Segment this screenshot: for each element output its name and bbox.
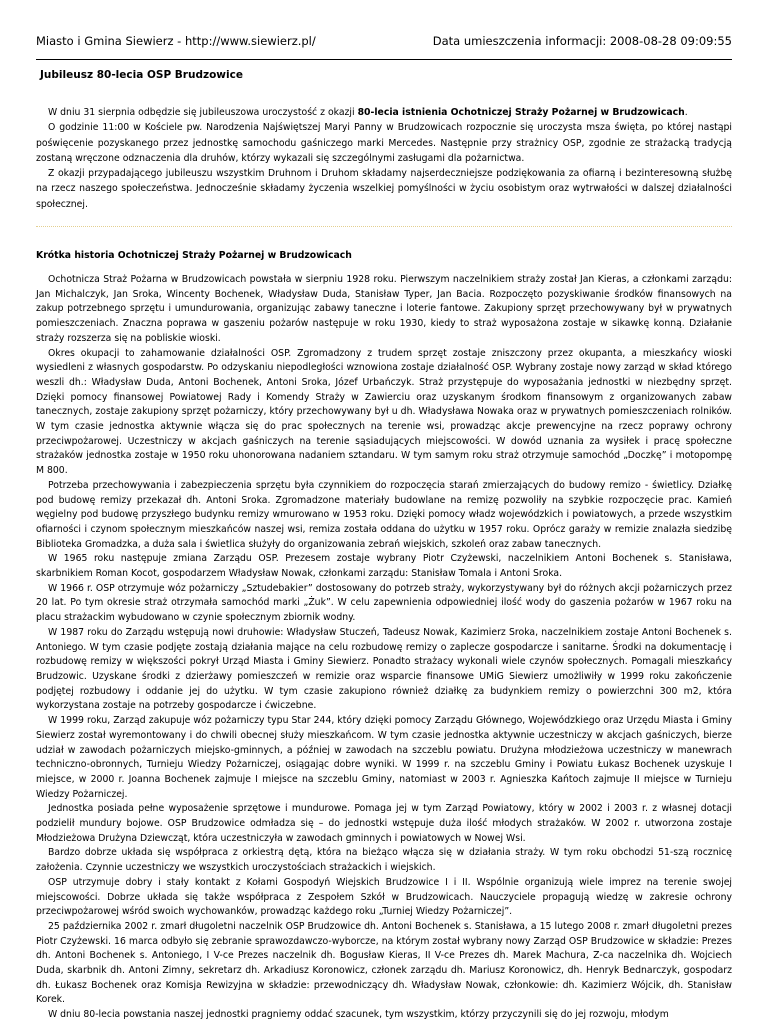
paragraph: W 1999 roku, Zarząd zakupuje wóz pożarniczy typu Star 244, który dzięki pomocy Zarządu Głównego, Wojewódzkiego oraz Urzędu Miasta i Gminy Siewierz został wyremontowany i do chwili obecnej służy mieszkańcom. W tym czasie jednostka aktywnie uczestniczy w akcjach gaśniczych, bierze udział w zawodach pożarniczych miejsko-gminnych, a później w zawodach na szczeblu powiatu. Drużyna młodzieżowa uczestniczy w manewrach techniczno-obronnych, Turnieju Wiedzy Pożarniczej, osiągając dobre wyniki. W 1999 r. na szczeblu Gminy i Powiatu Łukasz Bochenek uzyskuje I miejsce, w 2000 r. Joanna Bochenek zajmuje I miejsce na szczeblu Gminy, natomiast w 2003 r. Agnieszka Kańtoch zajmuje II miejsce w Turnieju Wiedzy Pożarniczej. xyxy=(36,715,732,800)
paragraph: Ochotnicza Straż Pożarna w Brudzowicach powstała w sierpniu 1928 roku. Pierwszym naczelnikiem straży został Jan Kieras, a członkami zarządu: Jan Michalczyk, Jan Sroka, Wincenty Bochenek, Władysław Duda, Stanisław Typer, Jan Bacia. Rozpoczęto pozyskiwanie środków finansowych na zakup potrzebnego sprzętu i umundurowania, organizując zabawy taneczne i loterie fantowe. Zakupiony sprzęt przechowywany był w prywatnych pomieszczeniach. Znaczna poprawa w gaszeniu pożarów następuje w roku 1930, kiedy to straż wyposażona zostaje w sikawkę konną. Działanie straży rozszerza się na pobliskie wioski. xyxy=(36,274,732,344)
paragraph: Jednostka posiada pełne wyposażenie sprzętowe i mundurowe. Pomaga jej w tym Zarząd Powiatowy, który w 2002 i 2003 r. z własnej dotacji podzielił mundury bojowe. OSP Brudzowice odmładza się – do jednostki wstępuje duża ilość młodych strażaków. W 2002 r. utworzona zostaje Młodzieżowa Drużyna Dziewcząt, która uczestniczyła w zawodach gminnych i powiatowych w Nowej Wsi. xyxy=(36,803,732,844)
paragraph-text: . xyxy=(684,107,688,118)
paragraph: 25 października 2002 r. zmarł długoletni naczelnik OSP Brudzowice dh. Antoni Bochenek s. Stanisława, a 15 lutego 2008 r. zmarł długoletni prezes Piotr Czyżewski. 16 marca odbyło się zebranie sprawozdawczo-wyborcze, na którym został wybrany nowy Zarząd OSP Brudzowice w składzie: Prezes dh. Antoni Bochenek s. Antoniego, I V-ce Prezes naczelnik dh. Bogusław Kieras, II V-ce Prezes dh. Marek Machura, Z-ca naczelnika dh. Wojciech Duda, skarbnik dh. Antoni Zimny, sekretarz dh. Arkadiusz Koronowicz, członek zarządu dh. Mariusz Koronowicz, dh. Henryk Bednarczyk, gospodarz dh. Łukasz Bochenek oraz Komisja Rewizyjna w składzie: przewodniczący dh. Władysław Nowak, członkowie: dh. Kazimierz Wójcik, dh. Stanisław Korek. xyxy=(36,920,732,1006)
paragraph: W 1965 roku następuje zmiana Zarządu OSP. Prezesem zostaje wybrany Piotr Czyżewski, naczelnikiem Antoni Bochenek s. Stanisława, skarbnikiem Roman Kocot, gospodarzem Władysław Nowak, członkami zarządu: Stanisław Tomala i Antoni Sroka. xyxy=(36,553,732,580)
paragraph: O godzinie 11:00 w Kościele pw. Narodzenia Najświętszej Maryi Panny w Brudzowicach rozpocznie się uroczysta msza święta, po której nastąpi poświęcenie pozyskanego przez jednostkę samochodu gaśniczego marki Mercedes. Następnie przy strażnicy OSP, zgodnie ze strażacką tradycją zostaną wręczone odznaczenia dla druhów, którzy wykazali się szczególnymi zasługami dla pożarnictwa. xyxy=(36,122,732,164)
paragraph: W 1987 roku do Zarządu wstępują nowi druhowie: Władysław Stuczeń, Tadeusz Nowak, Kazimierz Sroka, naczelnikiem zostaje Antoni Bochenek s. Antoniego. W tym czasie podjęte zostają działania mające na celu rozbudowę remizy o zaplecze gospodarcze i sanitarne. Środki na dokumentację i rozbudowę remizy w większości pokrył Urząd Miasta i Gminy Siewierz. Ponadto strażacy wykonali wiele czynów społecznych. Pomagali mieszkańcy Brudzowic. Uzyskane środki z dzierżawy pomieszczeń w remizie oraz wsparcie finansowe UMiG Siewierz umożliwiły w 1999 roku zakończenie podjętej rozbudowy i oddanie jej do użytku. W tym czasie zakupiono również działkę za budynkiem remizy o powierzchni 300 m2, która wykorzystana zostaje na potrzeby gospodarcze i ćwiczebne. xyxy=(36,626,732,712)
paragraph: Potrzeba przechowywania i zabezpieczenia sprzętu była czynnikiem do rozpoczęcia starań zmierzających do budowy remizo - świetlicy. Działkę pod budowę remizy przekazał dh. Antoni Sroka. Zgromadzone materiały budowlane na remizę pozwoliły na szybkie rozpoczęcie prac. Kamień węgielny pod budowę przyszłego budynku remizy wmurowano w 1953 roku. Dzięki pomocy władz wojewódzkich i powiatowych, a przede wszystkim ofiarności i czynom społecznym mieszkańców naszej wsi, remiza została oddana do użytku w 1957 roku. Oprócz garaży w remizie znalazła siedzibę Biblioteka Gromadzka, a duża sala i świetlica służyły do organizowania zebrań wiejskich, szkoleń oraz zabaw tanecznych. xyxy=(36,479,732,550)
paragraph-bold-text: 80-lecia istnienia Ochotniczej Straży Pożarnej w Brudzowicach xyxy=(357,107,685,118)
page-header xyxy=(36,34,732,48)
history-title: Krótka historia Ochotniczej Straży Pożarnej w Brudzowicach xyxy=(36,250,352,261)
paragraph: Okres okupacji to zahamowanie działalności OSP. Zgromadzony z trudem sprzęt zostaje zniszczony przez okupanta, a mieszkańcy wioski wysiedleni z własnych gospodarstw. Po odzyskaniu niepodległości wznowiona zostaje działalność OSP. Wybrany zostaje nowy zarząd w skład którego weszli dh.: Władysław Duda, Antoni Bochenek, Antoni Sroka, Józef Urbańczyk. Straż przystępuje do wyposażania jednostki w niezbędny sprzęt. Dzięki pomocy finansowej Powiatowej Rady i Komendy Straży w Zawierciu oraz uzyskanym środkom finansowym z organizowanych zabaw tanecznych, zostaje zakupiony sprzęt pożarniczy, który przechowywany był u dh. Władysława Nowaka oraz w prywatnych pomieszczeniach rolników. W tym czasie jednostka aktywnie włącza się do prac społecznych na terenie wsi, prowadząc akcje prewencyjne na rzecz poprawy ochrony przeciwpożarowej. Uczestniczy w akcjach gaśniczych na terenie sąsiadujących miejscowości. W dowód uznania za wysiłek i pracę społeczne strażaków jednostka zostaje w 1950 roku uhonorowana nadaniem sztandaru. W tym samym roku straż otrzymuje samochód „Doczkę” i motopompę M 800. xyxy=(36,347,732,477)
paragraph: W dniu 80-lecia powstania naszej jednostki pragniemy oddać szacunek, tym wszystkim, którzy przyczynili się do jej rozwoju, młodym xyxy=(48,1009,669,1021)
history-body xyxy=(36,273,732,1023)
section-divider xyxy=(36,226,732,227)
paragraph: Bardzo dobrze układa się współpraca z orkiestrą dętą, która na bieżąco włącza się w działania straży. W tym roku obchodzi 51-szą rocznicę założenia. Czynnie uczestniczy we wszystkich uroczystościach strażackich i wiejskich. xyxy=(36,847,732,874)
paragraph xyxy=(36,105,732,120)
paragraph-text: W dniu 31 sierpnia odbędzie się jubileuszowa uroczystość z okazji xyxy=(48,107,358,118)
paragraph: W 1966 r. OSP otrzymuje wóz pożarniczy „Sztudebakier” dostosowany do potrzeb straży, wykorzystywany był do różnych akcji pożarniczych przez 20 lat. Po tym okresie straż otrzymała samochód marki „Żuk”. W celu zapewnienia odpowiedniej ilość wody do gaszenia pożarów w 1967 roku na placu strażackim wybudowano w czynie społecznym zbiornik wodny. xyxy=(36,582,732,624)
paragraph: Z okazji przypadającego jubileuszu wszystkim Druhnom i Druhom składamy najserdeczniejsze podziękowania za ofiarną i bezinteresowną służbę na rzecz naszego społeczeństwa. Jednocześnie składamy życzenia wszelkiej pomyślności w życiu osobistym oraz wytrwałości w dalszej działalności społecznej. xyxy=(36,168,732,210)
paragraph: OSP utrzymuje dobry i stały kontakt z Kołami Gospodyń Wiejskich Brudzowice I i II. Wspólnie organizują wiele imprez na terenie swojej miejscowości. Dobrze układa się także współpraca z Zespołem Szkół w Brudzowicach. Nauczyciele propagują wiedzę w zakresie ochrony przeciwpożarowej wśród swoich wychowanków, prowadząc każdego roku „Turniej Wiedzy Pożarniczej”. xyxy=(36,876,732,918)
article-title: Jubileusz 80-lecia OSP Brudzowice xyxy=(40,69,243,81)
site-source: Miasto i Gmina Siewierz - http://www.siewierz.pl/ xyxy=(36,34,316,48)
publication-date: Data umieszczenia informacji: 2008-08-28 09:09:55 xyxy=(432,34,732,48)
header-divider xyxy=(36,59,732,60)
article-body xyxy=(36,105,732,212)
